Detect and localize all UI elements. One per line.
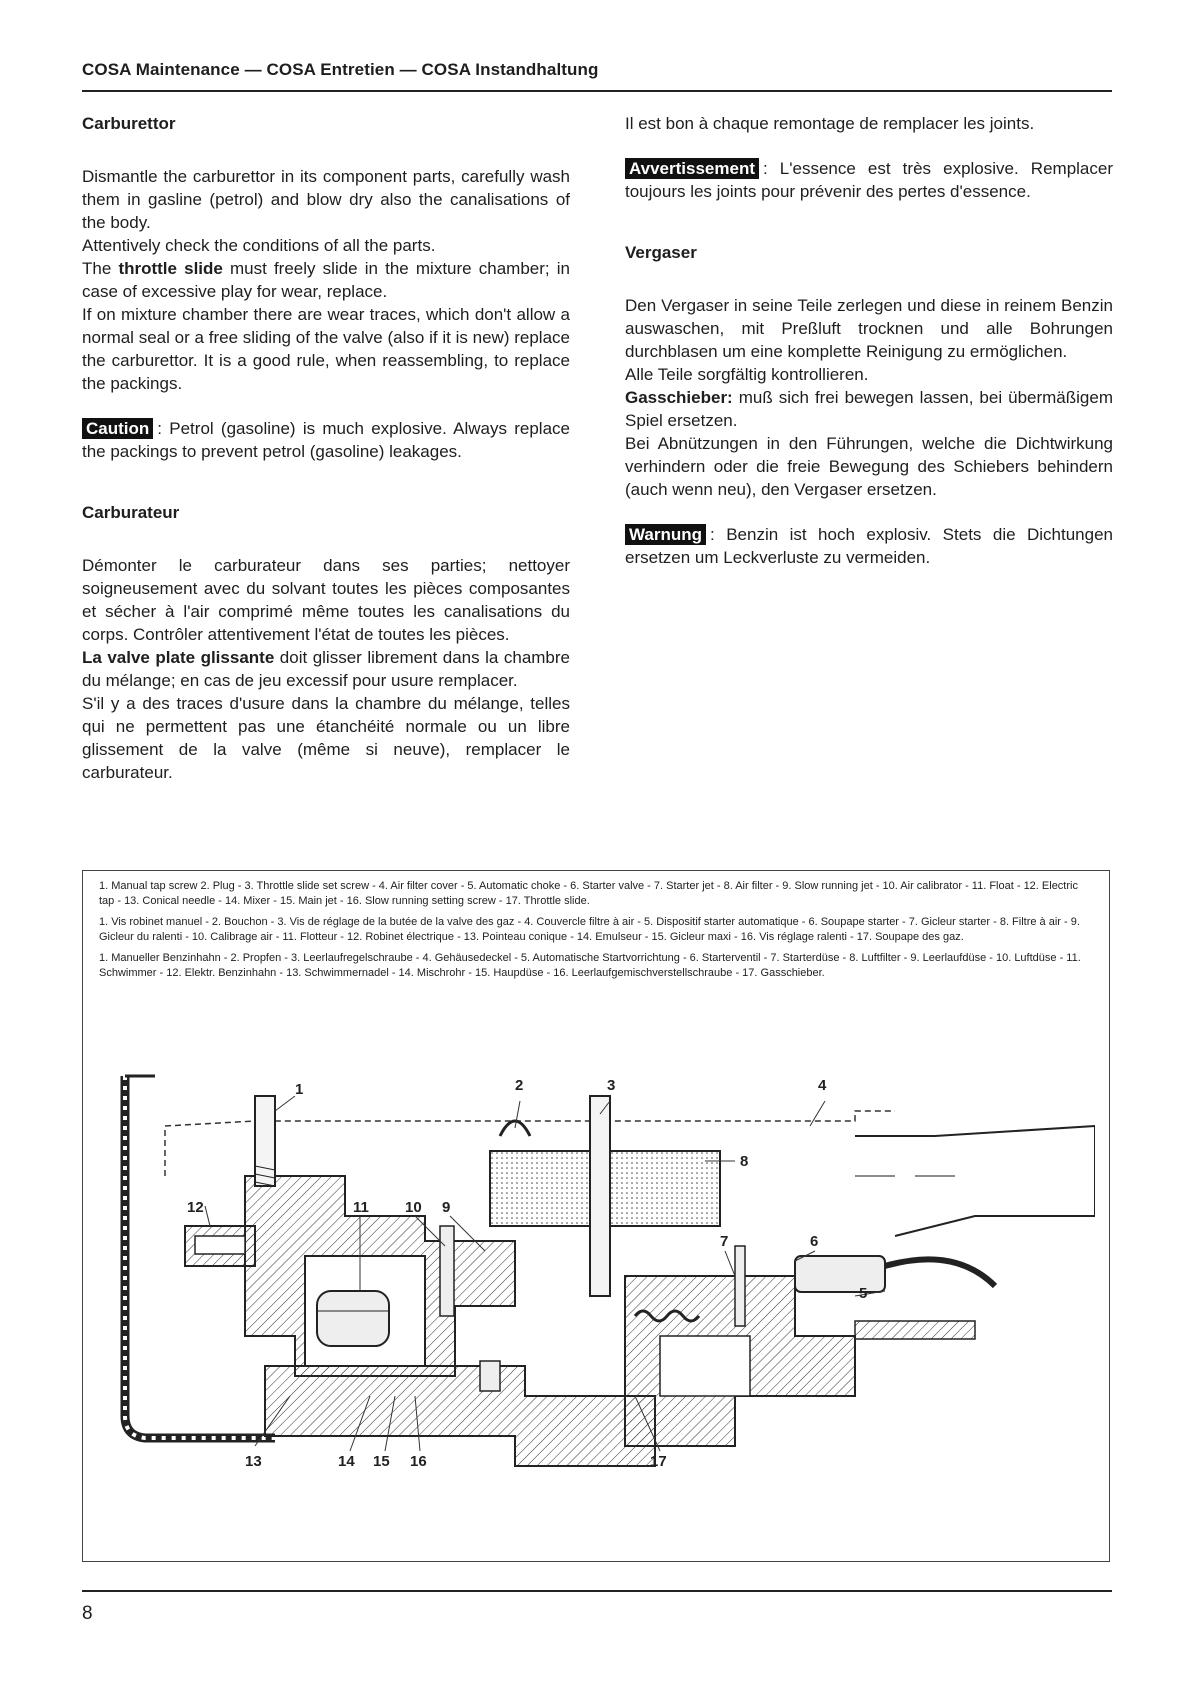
callout-1: 1 — [295, 1081, 304, 1098]
callout-2: 2 — [515, 1077, 524, 1094]
throttle-slide-screw — [590, 1096, 610, 1296]
callout-7: 7 — [720, 1233, 729, 1250]
warning-note-french — [625, 157, 1113, 203]
french-paragraph: Démonter le carburateur dans ses parties; nettoyer soigneusement avec du solvant toutes les pièces composantes et sécher à l'air comprimé même toutes les canalisations du corps. Contrôler attentivement l'état de toutes les pièces. — [82, 556, 570, 644]
section-heading-english: Carburettor — [82, 114, 176, 133]
german-paragraph — [625, 386, 1113, 432]
text-run: doit glisser librement dans la chambre du mélange; en cas de jeu excessif pour usure remplacer. — [82, 648, 571, 690]
automatic-choke — [795, 1256, 885, 1292]
float — [317, 1291, 389, 1346]
warning-note-german — [625, 523, 1113, 569]
callout-8: 8 — [740, 1153, 749, 1170]
english-paragraph: Attentively check the conditions of all the parts. — [82, 236, 436, 255]
french-paragraph: S'il y a des traces d'usure dans la chambre du mélange, telles qui ne permettent pas une étanchéité normale ou un libre glissement de la valve (même si neuve), remplacer le carburateur. — [82, 694, 570, 782]
english-body — [82, 165, 570, 395]
callout-5: 5 — [859, 1285, 868, 1302]
callout-10: 10 — [405, 1199, 422, 1216]
air-intake — [855, 1126, 1095, 1236]
english-paragraph — [82, 257, 570, 303]
slow-running-jet — [440, 1226, 454, 1316]
warning-badge-french: Avvertissement — [625, 158, 759, 179]
french-body — [82, 554, 570, 784]
text-run: muß sich frei bewegen lassen, bei übermäßigem Spiel ersetzen. — [625, 388, 1113, 430]
german-body — [625, 294, 1113, 501]
legend-french: 1. Vis robinet manuel - 2. Bouchon - 3. Vis de réglage de la butée de la valve des gaz - 4. Couvercle filtre à air - 5. Dispositif starter automatique - 6. Soupape starter - 7. Gicleur starter - 8. Filtre à air - 9. Gicleur du ralenti - 10. Calibrage air - 11. Flotteur - 12. Robinet électrique - 13. Pointeau conique - 14. Emulseur - 15. Gicleur maxi - 16. Vis réglage ralenti - 17. Soupape des gaz. — [99, 916, 1080, 943]
legend-english: 1. Manual tap screw 2. Plug - 3. Throttle slide set screw - 4. Air filter cover - 5. Automatic choke - 6. Starter valve - 7. Starter jet - 8. Air filter - 9. Slow running jet - 10. Air calibrator - 11. Float - 12. Electric tap - 13. Conical needle - 14. Mixer - 15. Main jet - 16. Slow running setting screw - 17. Throttle slide. — [99, 880, 1078, 907]
mixture-chamber — [660, 1336, 750, 1396]
callout-14: 14 — [338, 1453, 355, 1470]
plug — [500, 1121, 530, 1136]
section-heading-german: Vergaser — [625, 243, 697, 262]
section-heading-french: Carburateur — [82, 503, 180, 522]
starter-jet — [735, 1246, 745, 1326]
callout-9: 9 — [442, 1199, 451, 1216]
figure-legend — [99, 879, 1095, 987]
french-paragraph: Il est bon à chaque remontage de remplacer les joints. — [625, 114, 1035, 133]
caution-note — [82, 417, 570, 463]
callout-17: 17 — [650, 1453, 667, 1470]
term-valve-plate: La valve plate glissante — [82, 648, 275, 667]
choke-cable — [855, 1321, 975, 1339]
french-paragraph — [82, 646, 570, 692]
lower-body — [265, 1366, 655, 1466]
callout-16: 16 — [410, 1453, 427, 1470]
warning-badge-german: Warnung — [625, 524, 706, 545]
right-column — [625, 112, 1113, 569]
caution-text: : Petrol (gasoline) is much explosive. Always replace the packings to prevent petrol (gasoline) leakages. — [82, 419, 570, 461]
carburettor-diagram — [95, 1066, 1095, 1536]
left-column — [82, 112, 570, 784]
figure-box — [82, 870, 1110, 1562]
german-paragraph: Den Vergaser in seine Teile zerlegen und diese in reinem Benzin auswaschen, mit Preßluft trocknen und alle Bohrungen durchblasen um eine komplette Reinigung zu ermöglichen. — [625, 296, 1113, 361]
callout-4: 4 — [818, 1077, 827, 1094]
warning-text-german: : Benzin ist hoch explosiv. Stets die Dichtungen ersetzen um Leckverluste zu vermeiden. — [625, 525, 1113, 567]
warning-text-french: : L'essence est très explosive. Remplacer toujours les joints pour prévenir des pertes d'essence. — [625, 159, 1113, 201]
callout-12: 12 — [187, 1199, 204, 1216]
german-paragraph: Bei Abnützungen in den Führungen, welche die Dichtwirkung verhindern oder die freie Bewegung des Schiebers behindern (auch wenn neu), den Vergaser ersetzen. — [625, 434, 1113, 499]
term-gasschieber: Gasschieber: — [625, 388, 733, 407]
text-run: must freely slide in the mixture chamber; in case of excessive play for wear, replace. — [82, 259, 570, 301]
callout-6: 6 — [810, 1233, 819, 1250]
english-paragraph: Dismantle the carburettor in its component parts, carefully wash them in gasline (petrol) and blow dry also the canalisations of the body. — [82, 167, 570, 232]
callout-15: 15 — [373, 1453, 390, 1470]
english-paragraph: If on mixture chamber there are wear traces, which don't allow a normal seal or a free sliding of the valve (also if it is new) replace the carburettor. It is a good rule, when reassembling, to replace the packings. — [82, 305, 570, 393]
callout-13: 13 — [245, 1453, 262, 1470]
page-number: 8 — [82, 1603, 93, 1624]
page-header — [82, 60, 1112, 80]
slow-running-screw — [480, 1361, 500, 1391]
term-throttle-slide: throttle slide — [118, 259, 223, 278]
header-rule — [82, 90, 1112, 92]
callout-11: 11 — [353, 1199, 369, 1216]
header-title: COSA Maintenance — COSA Entretien — COSA Instandhaltung — [82, 60, 599, 79]
footer-rule — [82, 1590, 1112, 1592]
callout-3: 3 — [607, 1077, 616, 1094]
manual-tap-screw — [255, 1096, 275, 1186]
german-paragraph: Alle Teile sorgfältig kontrollieren. — [625, 365, 869, 384]
legend-german: 1. Manueller Benzinhahn - 2. Propfen - 3. Leerlaufregelschraube - 4. Gehäusedeckel - 5. Automatische Startvorrichtung - 6. Starterventil - 7. Starterdüse - 8. Luftfilter - 9. Leerlaufdüse - 10. Luftdüse - 11. Schwimmer - 12. Elektr. Benzinhahn - 13. Schwimmernadel - 14. Mischrohr - 15. Haupdüse - 16. Leerlaufgemischverstellschraube - 17. Gasschieber. — [99, 952, 1081, 979]
caution-badge: Caution — [82, 418, 153, 439]
text-run: The — [82, 259, 119, 278]
